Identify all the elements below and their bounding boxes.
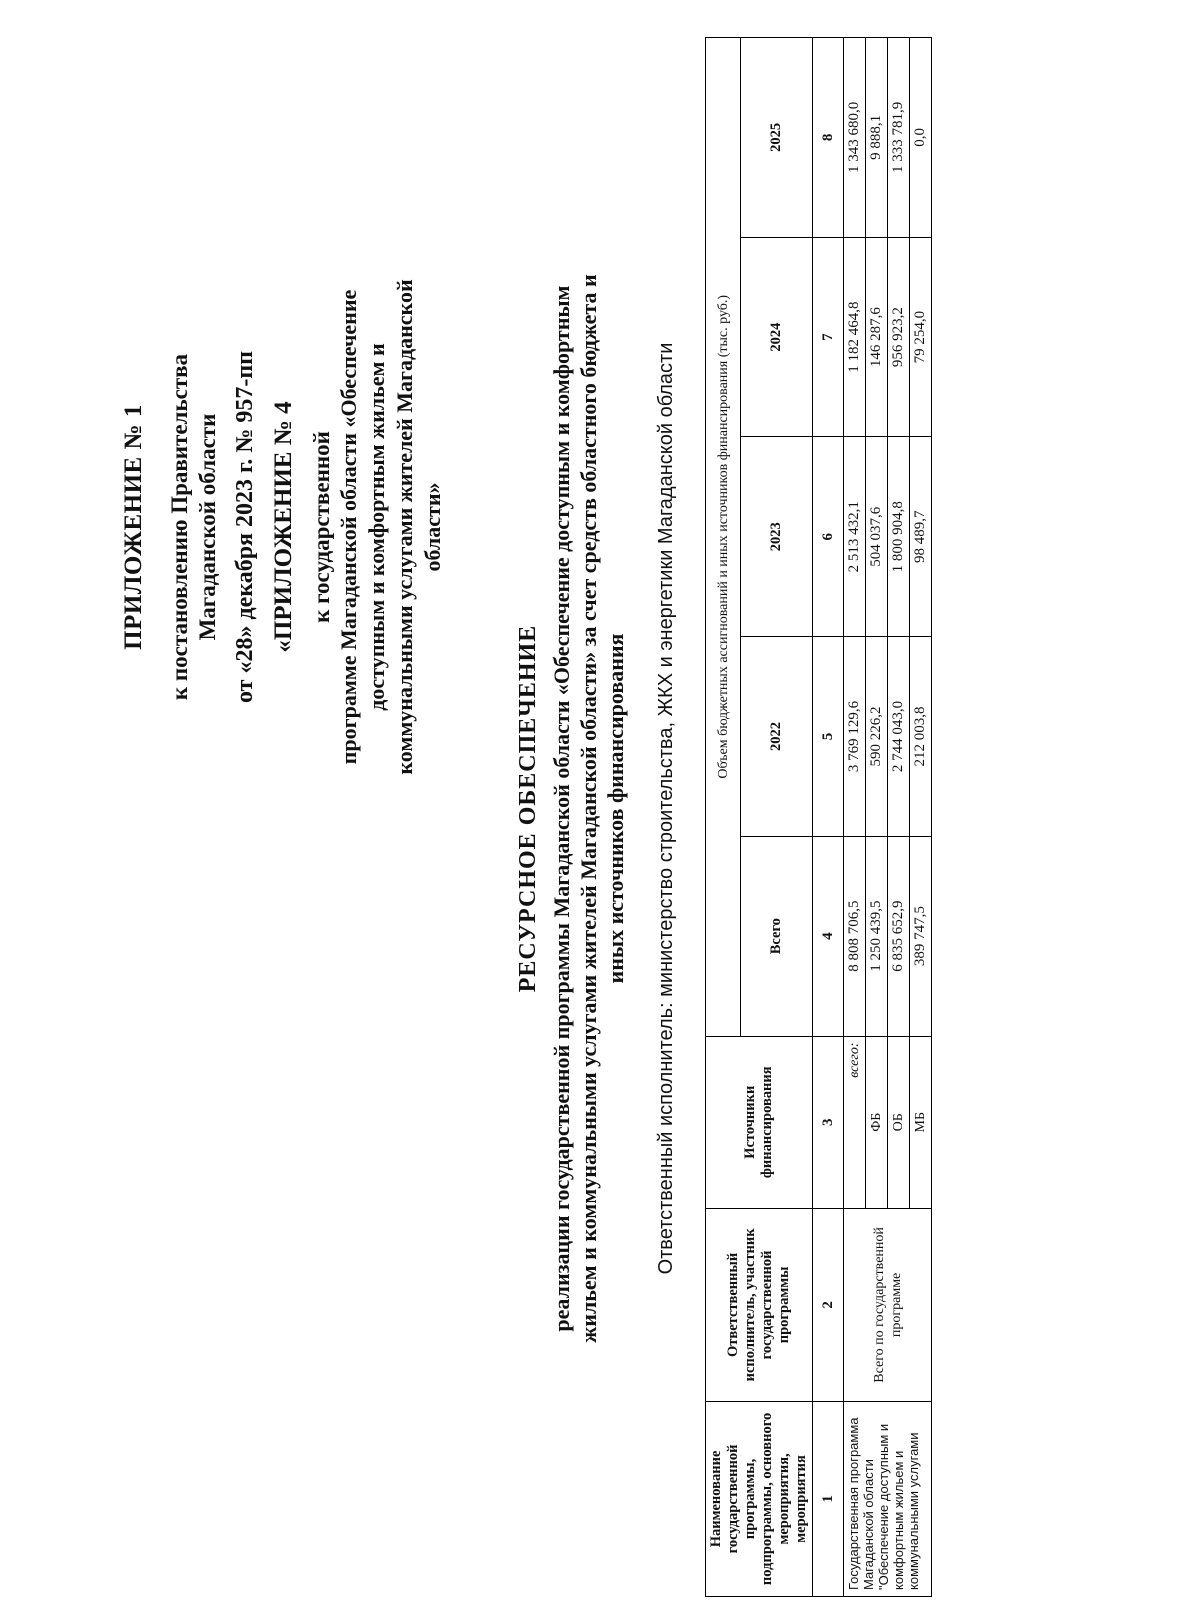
value-cell: 590 226,2	[866, 637, 888, 837]
value-cell: 146 287,6	[866, 237, 888, 437]
value-cell: 1 182 464,8	[844, 237, 866, 437]
header-source: Источники финансирования	[706, 1036, 813, 1208]
value-cell: 0,0	[910, 38, 932, 238]
column-number: 3	[813, 1036, 844, 1208]
value-cell: 1 333 781,9	[888, 38, 910, 238]
source-cell: ОБ	[888, 1036, 910, 1208]
source-cell: МБ	[910, 1036, 932, 1208]
appendix-line: к постановлению Правительства	[167, 353, 192, 701]
program-name: Государственная программа Магаданской области "Обеспечение доступным и комфортным жильем и коммунальными услугами	[844, 1401, 932, 1596]
table-row	[844, 38, 866, 1597]
header-volume: Объем бюджетных ассигнований и иных источников финансирования (тыс. руб.)	[706, 38, 741, 1037]
value-cell: 1 250 439,5	[866, 836, 888, 1036]
title-subtitle: реализации государственной программы Магаданской области «Обеспечение доступным и комфортным жильем и коммунальными услугами жителей Магаданской области» за счет средств областного бюджета и иных источников финансирования	[549, 274, 628, 1343]
column-number: 1	[813, 1401, 844, 1596]
value-cell: 9 888,1	[866, 38, 888, 238]
annex-line: к государственной	[309, 431, 334, 623]
value-cell: 98 489,7	[910, 437, 932, 637]
header-owner: Ответственный исполнитель, участник государственной программы	[706, 1208, 813, 1401]
appendix-title: ПРИЛОЖЕНИЕ № 1	[120, 404, 147, 650]
column-number: 8	[813, 38, 844, 238]
column-number: 7	[813, 237, 844, 437]
column-number: 6	[813, 437, 844, 637]
header-name: Наименование государственной программы, подпрограммы, основного мероприятия, мероприятия	[706, 1401, 813, 1596]
appendix-line: Магаданской области	[195, 413, 220, 641]
value-cell: 956 923,2	[888, 237, 910, 437]
header-total: Всего	[741, 836, 813, 1036]
annex-program: программе Магаданской области «Обеспечение доступным и комфортным жильем и коммунальными услугами жителей Магаданской области»	[336, 279, 445, 775]
value-cell: 2 744 043,0	[888, 637, 910, 837]
value-cell: 3 769 129,6	[844, 637, 866, 837]
value-cell: 212 003,8	[910, 637, 932, 837]
title-main: РЕСУРСНОЕ ОБЕСПЕЧЕНИЕ	[515, 624, 541, 993]
annex-title: «ПРИЛОЖЕНИЕ № 4	[270, 401, 297, 653]
column-number: 2	[813, 1208, 844, 1401]
value-cell: 6 835 652,9	[888, 836, 910, 1036]
resource-table	[705, 37, 932, 1597]
source-cell: всего:	[844, 1036, 866, 1208]
responsible-executor: Ответственный исполнитель: министерство строительства, ЖКХ и энергетики Магаданской области	[655, 342, 677, 1275]
header-year-2022: 2022	[741, 637, 813, 837]
program-owner: Всего по государственной программе	[844, 1208, 932, 1401]
document-title	[515, 50, 629, 1567]
value-cell: 8 808 706,5	[844, 836, 866, 1036]
appendix-decree-date: от «28» декабря 2023 г. № 957-пп	[232, 350, 258, 704]
column-number: 5	[813, 637, 844, 837]
value-cell: 389 747,5	[910, 836, 932, 1036]
header-year-2023: 2023	[741, 437, 813, 637]
source-cell: ФБ	[866, 1036, 888, 1208]
value-cell: 1 343 680,0	[844, 38, 866, 238]
column-numbers-row	[813, 38, 844, 1597]
header-year-2024: 2024	[741, 237, 813, 437]
header-year-2025: 2025	[741, 38, 813, 238]
appendix-header	[120, 127, 259, 927]
column-number: 4	[813, 836, 844, 1036]
value-cell: 2 513 432,1	[844, 437, 866, 637]
value-cell: 504 037,6	[866, 437, 888, 637]
annex-header	[270, 127, 447, 927]
value-cell: 1 800 904,8	[888, 437, 910, 637]
value-cell: 79 254,0	[910, 237, 932, 437]
